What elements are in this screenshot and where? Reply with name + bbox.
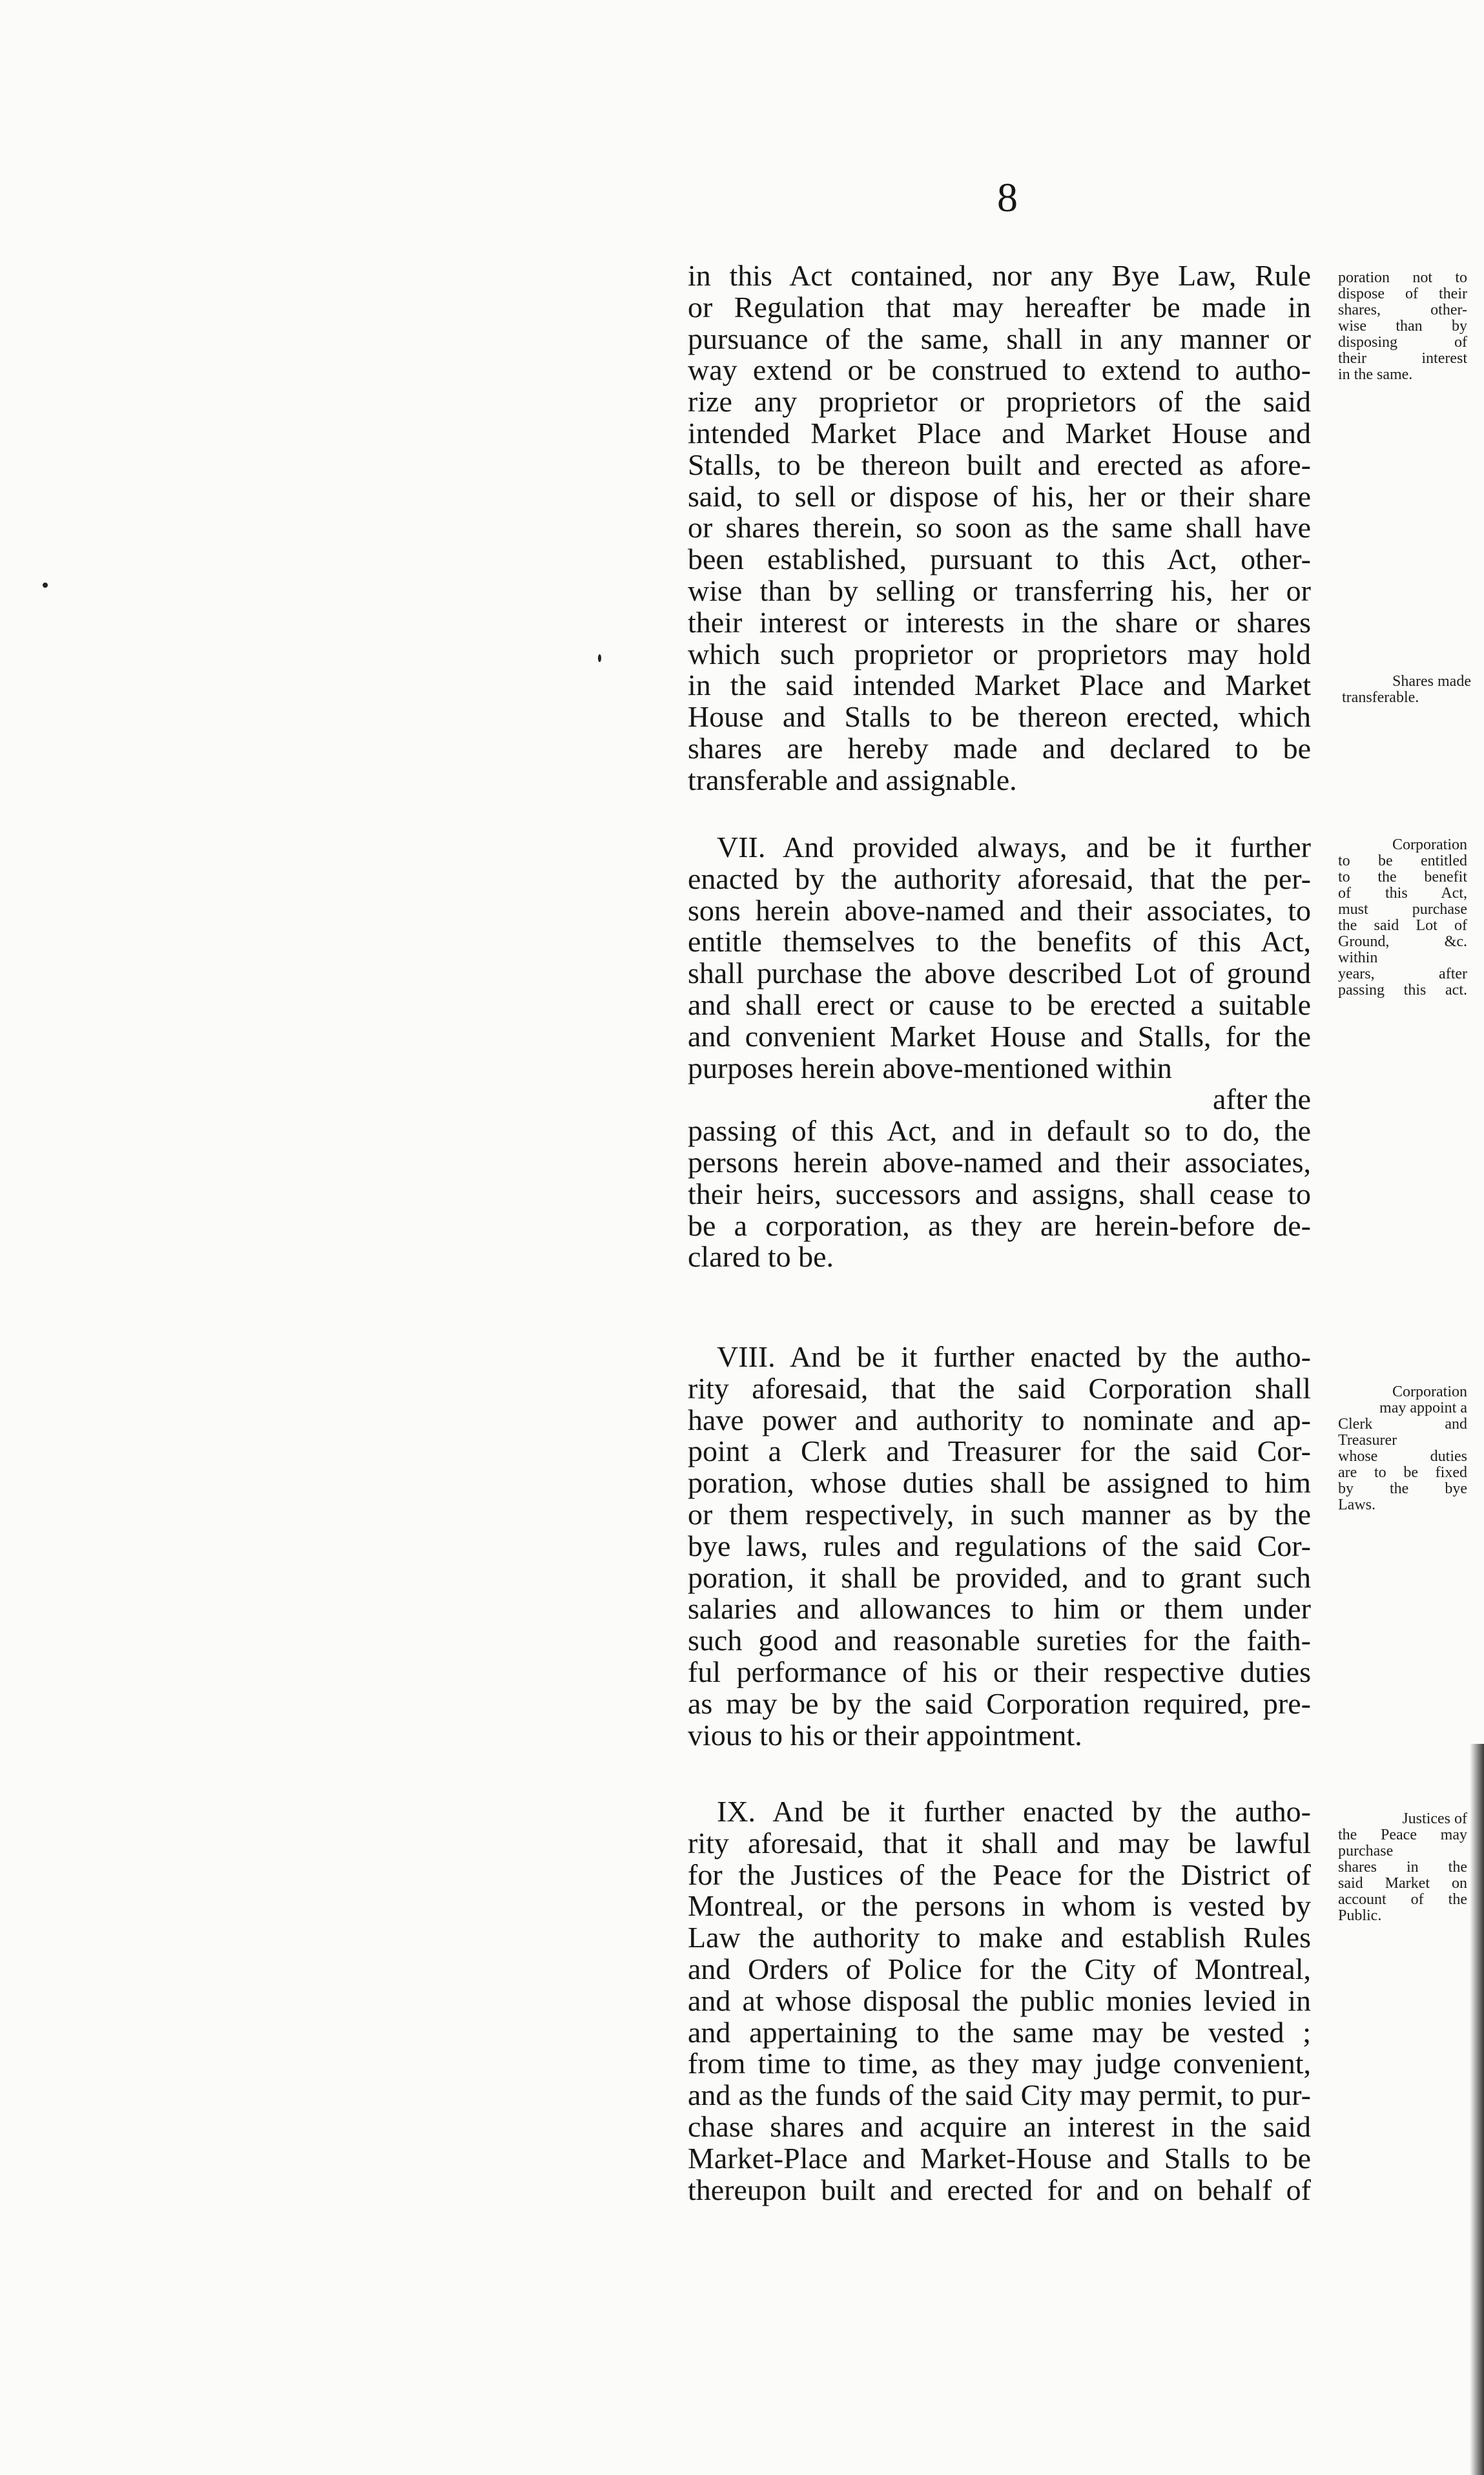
text-line: chase shares and acquire an interest in the said [688,2109,1311,2143]
text-line: way extend or be construed to extend to autho- [688,353,1311,387]
note-line: account of the [1338,1891,1467,1908]
note-line: Laws. [1338,1496,1376,1513]
note-line: shares, other- [1338,302,1467,318]
text-line: VIII. And be it further enacted by the autho- [717,1340,1311,1373]
text-line: pursuance of the same, shall in any manner or [688,322,1311,355]
text-line: Stalls, to be thereon built and erected as afore- [688,448,1311,481]
text-line: said, to sell or dispose of his, her or their share [688,479,1311,513]
note-line: their interest [1338,350,1467,367]
note-line: Corporation [1392,836,1467,853]
margin-note-dispose [1338,270,1467,383]
text-line: thereupon built and erected for and on behalf of [688,2173,1311,2206]
note-line: Treasurer [1338,1432,1397,1449]
note-line: passing this act. [1338,982,1467,999]
note-line: Ground, &c. [1338,933,1467,950]
paragraph-vi-continued [688,260,1311,796]
note-line: Shares made [1392,673,1471,690]
text-line: shall purchase the above described Lot of ground [688,957,1311,990]
note-line: are to be fixed [1338,1464,1467,1481]
text-line: and at whose disposal the public monies levied in [688,1983,1311,2017]
note-line: wise than by [1338,318,1467,335]
note-line: within [1338,949,1378,966]
scan-speck [43,583,48,588]
note-line: whose duties [1338,1448,1467,1465]
text-line: be a corporation, as they are herein-before de- [688,1208,1311,1242]
text-line: and shall erect or cause to be erected a suitable [688,988,1311,1021]
text-line: rity aforesaid, that it shall and may be lawful [688,1826,1311,1859]
note-line: years, after [1338,966,1467,982]
note-line: Justices of [1402,1810,1467,1827]
note-line: the said Lot of [1338,917,1467,934]
text-line: their interest or interests in the share or shares [688,605,1311,639]
text-line: for the Justices of the Peace for the District of [688,1858,1311,1891]
note-line: disposing of [1338,334,1467,351]
note-line: Corporation [1392,1383,1467,1400]
text-line: have power and authority to nominate and ap- [688,1403,1311,1436]
note-line: to be entitled [1338,853,1467,869]
text-line: point a Clerk and Treasurer for the said Cor- [688,1434,1311,1468]
text-line: which such proprietor or proprietors may hold [688,637,1311,670]
note-line: dispose of their [1338,285,1467,302]
text-line: entitle themselves to the benefits of this Act, [688,925,1311,958]
text-line: sons herein above-named and their associates, to [688,893,1311,927]
text-line: bye laws, rules and regulations of the said Cor- [688,1529,1311,1562]
note-line: Public. [1338,1907,1382,1924]
text-line: and Orders of Police for the City of Montreal, [688,1952,1311,1985]
note-line: shares in the [1338,1859,1467,1876]
text-line: or shares therein, so soon as the same shall have [688,511,1311,544]
text-line: their heirs, successors and assigns, shall cease to [688,1177,1311,1210]
margin-note-justices [1338,1811,1467,1924]
note-line: in the same. [1338,366,1413,383]
text-line: vious to his or their appointment. [688,1718,1082,1752]
text-line: enacted by the authority aforesaid, that the per- [688,862,1311,895]
note-line: Clerk and [1338,1416,1467,1433]
paragraph-ix [688,1796,1311,2206]
text-line: or Regulation that may hereafter be made in [688,290,1311,324]
text-line: passing of this Act, and in default so to do, the [688,1114,1311,1148]
text-line: clared to be. [688,1240,834,1274]
note-line: said Market on [1338,1875,1467,1892]
margin-note-transferable [1342,674,1471,706]
text-line: VII. And provided always, and be it further [717,831,1311,864]
note-line: poration not to [1338,269,1467,286]
text-line: such good and reasonable sureties for the faith- [688,1624,1311,1657]
text-line: persons herein above-named and their associates, [688,1145,1311,1179]
text-line: from time to time, as they may judge convenient, [688,2047,1311,2080]
text-line: rity aforesaid, that the said Corporation shall [688,1371,1311,1405]
text-line: rize any proprietor or proprietors of the said [688,385,1311,419]
note-line: by the bye [1338,1480,1467,1497]
text-line: and convenient Market House and Stalls, for the [688,1019,1311,1053]
note-line: the Peace may [1338,1827,1467,1843]
text-line: in this Act contained, nor any Bye Law, Rule [688,259,1311,292]
margin-note-clerk [1338,1384,1467,1513]
text-line: in the said intended Market Place and Market [688,668,1311,702]
note-line: to the benefit [1338,869,1467,885]
note-line: transferable. [1342,689,1419,706]
text-line: IX. And be it further enacted by the autho- [717,1795,1311,1828]
text-line: and appertaining to the same may be vested ; [688,2015,1311,2049]
text-line: intended Market Place and Market House and [688,416,1311,450]
text-line: Market-Place and Market-House and Stalls to be [688,2141,1311,2175]
margin-note-purchase [1338,837,1467,999]
text-line: wise than by selling or transferring his, her or [688,574,1311,607]
text-line: purposes herein above-mentioned within [688,1051,1172,1084]
paragraph-viii [688,1341,1311,1751]
scan-speck [598,654,601,662]
text-line: and as the funds of the said City may permit, to pur- [688,2078,1311,2112]
note-line: may appoint a [1379,1400,1467,1416]
text-line: been established, pursuant to this Act, other- [688,543,1311,576]
text-line: or them respectively, in such manner as by the [688,1497,1311,1531]
text-line: transferable and assignable. [688,763,1017,796]
text-line: poration, whose duties shall be assigned to him [688,1466,1311,1500]
text-line: salaries and allowances to him or them under [688,1592,1311,1626]
text-line: Montreal, or the persons in whom is vested by [688,1889,1311,1923]
text-line: Law the authority to make and establish Rules [688,1921,1311,1954]
note-line: must purchase [1338,901,1467,918]
note-line: purchase [1338,1843,1394,1859]
page-number: 8 [997,174,1018,220]
text-line: shares are hereby made and declared to be [688,731,1311,765]
text-line: after the [1213,1082,1311,1116]
text-line: ful performance of his or their respective duties [688,1655,1311,1688]
text-line: House and Stalls to be thereon erected, which [688,700,1311,734]
text-line: poration, it shall be provided, and to grant such [688,1560,1311,1594]
text-line: as may be by the said Corporation required, pre- [688,1686,1311,1720]
paragraph-vii [688,832,1311,1273]
page-edge-shadow [1470,1744,1484,2475]
note-line: of this Act, [1338,885,1467,902]
